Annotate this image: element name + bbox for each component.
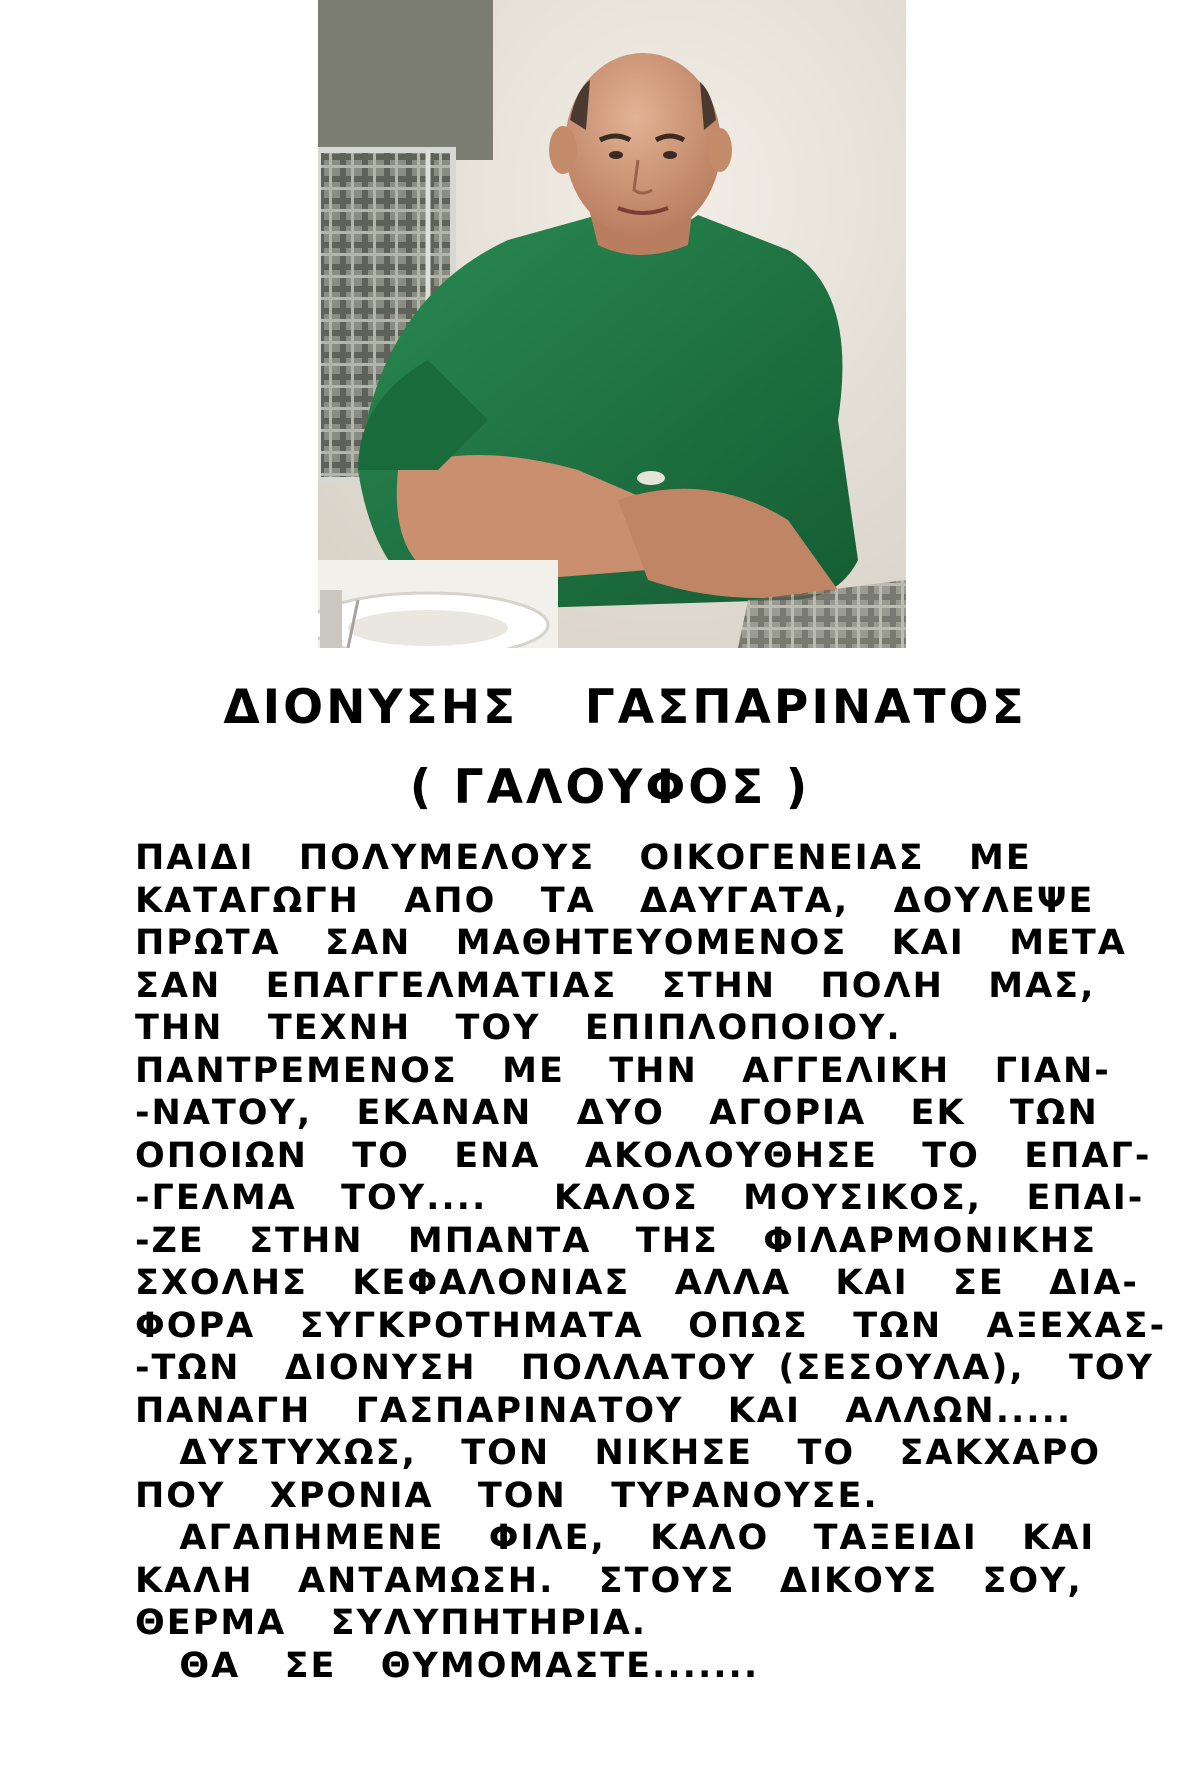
portrait-photo	[318, 0, 906, 648]
obituary-line: ΟΠΟΙΩΝ ΤΟ ΕΝΑ ΑΚΟΛΟΥΘΗΣΕ ΤΟ ΕΠΑΓ-	[135, 1135, 1152, 1176]
obituary-line: ΘΑ ΣΕ ΘΥΜΟΜΑΣΤΕ.......	[135, 1645, 760, 1686]
obituary-line: ΠΡΩΤΑ ΣΑΝ ΜΑΘΗΤΕΥΟΜΕΝΟΣ ΚΑΙ ΜΕΤΑ	[135, 923, 1127, 963]
obituary-line: -ΓΕΛΜΑ ΤΟΥ.... ΚΑΛΟΣ ΜΟΥΣΙΚΟΣ, ΕΠΑΙ-	[135, 1178, 1145, 1218]
obituary-line: ΣΑΝ ΕΠΑΓΓΕΛΜΑΤΙΑΣ ΣΤΗΝ ΠΟΛΗ ΜΑΣ,	[135, 965, 1096, 1006]
obituary-line: ΠΟΥ ΧΡΟΝΙΑ ΤΟΝ ΤΥΡΑΝΟΥΣΕ.	[135, 1475, 879, 1516]
obituary-line: ΑΓΑΠΗΜΕΝΕ ΦΙΛΕ, ΚΑΛΟ ΤΑΞΕΙΔΙ ΚΑΙ	[135, 1518, 1096, 1558]
deceased-name: ΔΙΟΝΥΣΗΣ ΓΑΣΠΑΡΙΝΑΤΟΣ	[223, 680, 1027, 735]
obituary-line: ΔΥΣΤΥΧΩΣ, ΤΟΝ ΝΙΚΗΣΕ ΤΟ ΣΑΚΧΑΡΟ	[135, 1433, 1102, 1473]
deceased-nickname: ( ΓΑΛΟΥΦΟΣ )	[409, 760, 811, 815]
obituary-line: ΠΑΙΔΙ ΠΟΛΥΜΕΛΟΥΣ ΟΙΚΟΓΕΝΕΙΑΣ ΜΕ	[135, 838, 1032, 878]
obituary-line: ΣΧΟΛΗΣ ΚΕΦΑΛΟΝΙΑΣ ΑΛΛΑ ΚΑΙ ΣΕ ΔΙΑ-	[135, 1263, 1139, 1303]
obituary-line: -ΤΩΝ ΔΙΟΝΥΣΗ ΠΟΛΛΑΤΟΥ (ΣΕΣΟΥΛΑ), ΤΟΥ	[135, 1348, 1154, 1388]
obituary-line: -ΖΕ ΣΤΗΝ ΜΠΑΝΤΑ ΤΗΣ ΦΙΛΑΡΜΟΝΙΚΗΣ	[135, 1220, 1098, 1261]
obituary-line: ΤΗΝ ΤΕΧΝΗ ΤΟΥ ΕΠΙΠΛΟΠΟΙΟΥ.	[135, 1008, 902, 1048]
obituary-line: ΠΑΝΤΡΕΜΕΝΟΣ ΜΕ ΤΗΝ ΑΓΓΕΛΙΚΗ ΓΙΑΝ-	[135, 1050, 1111, 1091]
obituary-line: ΦΟΡΑ ΣΥΓΚΡΟΤΗΜΑΤΑ ΟΠΩΣ ΤΩΝ ΑΞΕΧΑΣ-	[135, 1305, 1167, 1346]
obituary-text	[135, 837, 1167, 1687]
obituary-line: ΚΑΛΗ ΑΝΤΑΜΩΣΗ. ΣΤΟΥΣ ΔΙΚΟΥΣ ΣΟΥ,	[135, 1560, 1083, 1601]
obituary-line: ΚΑΤΑΓΩΓΗ ΑΠΟ ΤΑ ΔΑΥΓΑΤΑ, ΔΟΥΛΕΨΕ	[135, 880, 1095, 921]
obituary-line: ΠΑΝΑΓΗ ΓΑΣΠΑΡΙΝΑΤΟΥ ΚΑΙ ΑΛΛΩΝ.....	[135, 1390, 1073, 1431]
portrait-illustration	[318, 0, 906, 648]
obituary-line: -ΝΑΤΟΥ, ΕΚΑΝΑΝ ΔΥΟ ΑΓΟΡΙΑ ΕΚ ΤΩΝ	[135, 1093, 1099, 1133]
obituary-line: ΘΕΡΜΑ ΣΥΛΥΠΗΤΗΡΙΑ.	[135, 1603, 648, 1643]
